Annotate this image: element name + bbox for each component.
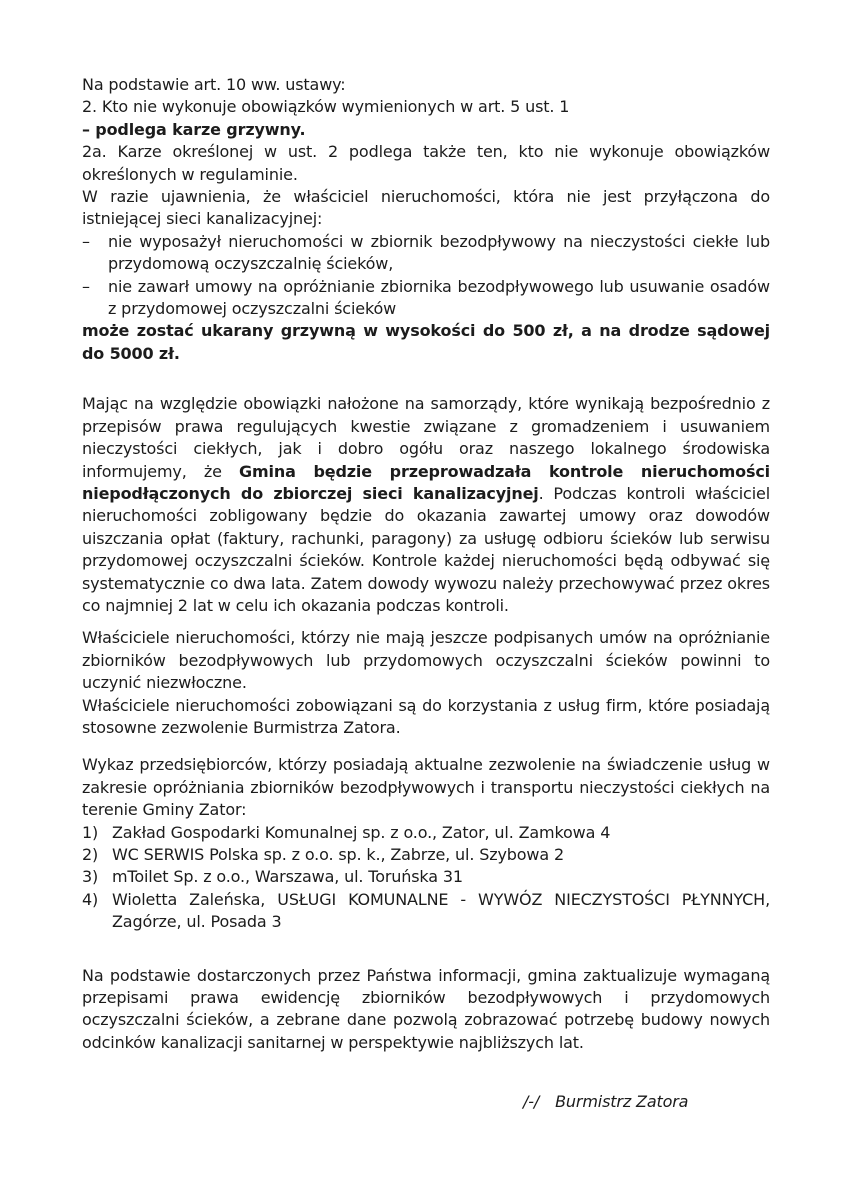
provider-list-number: 3) — [82, 867, 99, 887]
provider-list-number: 1) — [82, 822, 99, 842]
controls-text-bold: Gmina będzie przeprowadzała kontrole nieruchomości niepodłączonych do zbiorczej sieci kanalizacyjnej — [82, 461, 770, 503]
dash-bullet-item — [82, 276, 770, 321]
provider-list-text: Wioletta Zaleńska, USŁUGI KOMUNALNE - WYWÓZ NIECZYSTOŚCI PŁYNNYCH, Zagórze, ul. Posada 3 — [112, 889, 770, 932]
spacer — [82, 739, 770, 754]
provider-list-item — [82, 822, 770, 844]
controls-text-after: . Podczas kontroli właściciel nieruchomości zobligowany będzie do okazania zawartej umowy oraz dowodów uiszczania opłat (faktury, rachunki, paragony) za usługę odbioru ścieków lub serwisu przydomowej oczyszczalni ścieków. Kontrole każdej nieruchomości będą odbywać się systematycznie co dwa lata. Zatem dowody wywozu należy przechowywać przez okres co najmniej 2 lat w celu ich okazania podczas kontroli. — [82, 483, 770, 615]
dash-bullet-item — [82, 231, 770, 276]
dash-bullet-text: nie wyposażył nieruchomości w zbiornik bezodpływowy na nieczystości ciekłe lub przydomową oczyszczalnię ścieków, — [108, 231, 770, 274]
provider-list-number: 4) — [82, 889, 99, 909]
provider-list-number: 2) — [82, 845, 99, 864]
dash-bullet-marker: – — [82, 231, 90, 251]
provider-list-text: WC SERWIS Polska sp. z o.o. sp. k., Zabrze, ul. Szybowa 2 — [112, 845, 564, 864]
spacer — [82, 934, 770, 965]
spacer — [82, 365, 770, 393]
closing-paragraph: Na podstawie dostarczonych przez Państwa informacji, gmina zaktualizuje wymaganą przepisami prawa ewidencję zbiorników bezodpływowych i przydomowych oczyszczalni ścieków, a zebrane dane pozwolą zobrazować potrzebę budowy nowych odcinków kanalizacji sanitarnej w perspektywie najbliższych lat. — [82, 965, 770, 1052]
providers-intro-paragraph: Wykaz przedsiębiorców, którzy posiadają aktualne zezwolenie na świadczenie usług w zakresie opróżniania zbiorników bezodpływowych i transportu nieczystości ciekłych na terenie Gminy Zator: — [82, 755, 770, 820]
spacer — [82, 1054, 770, 1091]
owners-contract-paragraph: Właściciele nieruchomości, którzy nie mają jeszcze podpisanych umów na opróżnianie zbiorników bezodpływowych lub przydomowych oczyszczalni ścieków powinni to uczynić niezwłoczne. — [82, 628, 770, 693]
spacer — [82, 617, 770, 627]
provider-list-item — [82, 866, 770, 888]
paragraph-2a: 2a. Karze określonej w ust. 2 podlega także ten, kto nie wykonuje obowiązków określonych w regulaminie. — [82, 142, 770, 184]
intro-line-art5: 2. Kto nie wykonuje obowiązków wymienionych w art. 5 ust. 1 — [82, 97, 570, 117]
intro-line-legal-basis: Na podstawie art. 10 ww. ustawy: — [82, 75, 346, 94]
provider-list-text: Zakład Gospodarki Komunalnej sp. z o.o., Zator, ul. Zamkowa 4 — [112, 822, 611, 842]
intro-line-penalty-clause: – podlega karze grzywny. — [82, 119, 306, 139]
owners-obligation-paragraph: Właściciele nieruchomości zobowiązani są do korzystania z usług firm, które posiadają stosowne zezwolenie Burmistrza Zatora. — [82, 695, 770, 737]
provider-list-text: mToilet Sp. z o.o., Warszawa, ul. Toruńska 31 — [112, 867, 463, 887]
controls-paragraph — [82, 393, 770, 617]
signature — [523, 1091, 770, 1113]
penalty-amount-paragraph: może zostać ukarany grzywną w wysokości do 500 zł, a na drodze sądowej do 5000 zł. — [82, 321, 770, 363]
dash-bullet-text: nie zawarł umowy na opróżnianie zbiornika bezodpływowego lub usuwanie osadów z przydomowej oczyszczalni ścieków — [108, 276, 770, 319]
signature-name: Burmistrz Zatora — [555, 1092, 689, 1112]
controls-text-before: Mając na względzie obowiązki nałożone na samorządy, które wynikają bezpośrednio z przepisów prawa regulujących kwestie związane z gromadzeniem i usuwaniem nieczystości ciekłych, jak i dobro ogółu oraz naszego lokalnego środowiska informujemy, że — [82, 394, 770, 481]
provider-list-item — [82, 844, 770, 866]
signature-mark: /-/ — [523, 1092, 540, 1112]
paragraph-w-razie: W razie ujawnienia, że właściciel nieruchomości, która nie jest przyłączona do istniejącej sieci kanalizacyjnej: — [82, 187, 770, 229]
provider-list-item — [82, 889, 770, 934]
dash-bullet-marker: – — [82, 276, 90, 296]
